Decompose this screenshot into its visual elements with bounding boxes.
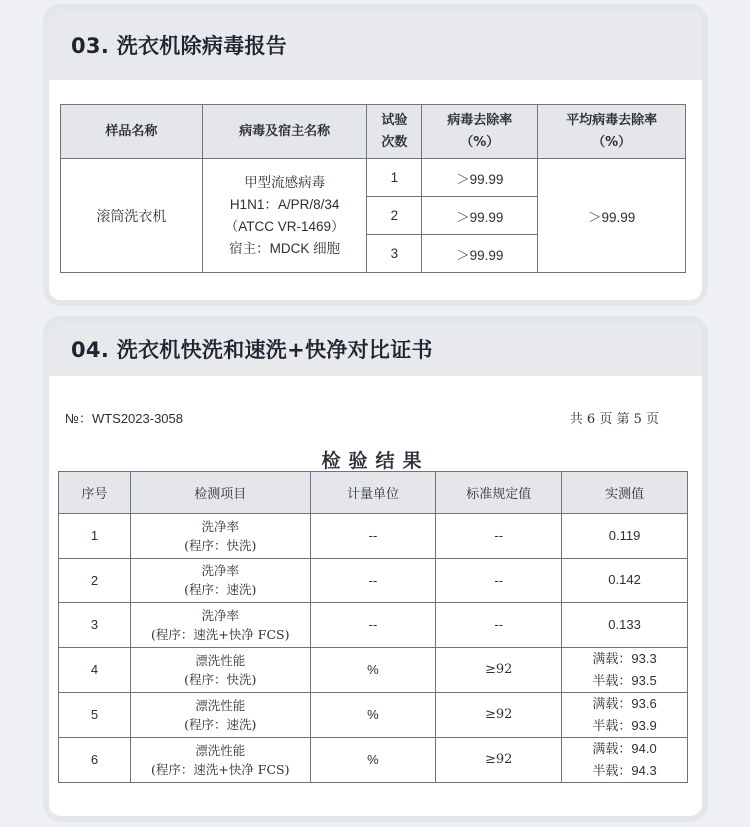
virus-removal-table <box>60 104 686 273</box>
trial-number: 1 <box>367 159 422 197</box>
document-number: №：WTS2023-3058 <box>65 411 183 426</box>
test-item: 洗净率 (程序：快洗) <box>130 514 310 559</box>
removal-rate: ＞99.99 <box>422 159 538 197</box>
col-header-unit: 计量单位 <box>310 472 436 514</box>
row-number: 1 <box>59 514 131 559</box>
test-item: 漂洗性能 (程序：速洗) <box>130 692 310 737</box>
section-title: 03. 洗衣机除病毒报告 <box>71 34 288 58</box>
col-header-avg-removal: 平均病毒去除率 （%） <box>538 105 686 159</box>
table-row <box>59 737 688 782</box>
trial-number: 3 <box>367 235 422 273</box>
standard-value: -- <box>436 603 562 648</box>
results-title: 检验结果 <box>321 450 430 472</box>
test-item: 洗净率 (程序：速洗) <box>130 558 310 603</box>
removal-rate: ＞99.99 <box>422 235 538 273</box>
col-header-trials: 试验 次数 <box>367 105 422 159</box>
standard-value: ≥92 <box>436 737 562 782</box>
table-row <box>61 159 686 197</box>
sample-name: 滚筒洗衣机 <box>61 159 203 273</box>
table-row <box>59 514 688 559</box>
col-header-sample: 样品名称 <box>61 105 203 159</box>
unit: % <box>310 737 436 782</box>
col-header-removal: 病毒去除率 （%） <box>422 105 538 159</box>
unit: -- <box>310 514 436 559</box>
table-header-row <box>61 105 686 159</box>
average-removal-rate: ＞99.99 <box>538 159 686 273</box>
row-number: 6 <box>59 737 131 782</box>
table-row <box>59 692 688 737</box>
col-header-measured: 实测值 <box>562 472 688 514</box>
section-title: 04. 洗衣机快洗和速洗+快净对比证书 <box>71 338 433 362</box>
section-header <box>49 10 702 80</box>
table-header-row <box>59 472 688 514</box>
row-number: 2 <box>59 558 131 603</box>
unit: % <box>310 647 436 692</box>
row-number: 3 <box>59 603 131 648</box>
wash-comparison-card <box>49 322 702 816</box>
unit: -- <box>310 558 436 603</box>
virus-report-card <box>49 10 702 300</box>
standard-value: ≥92 <box>436 692 562 737</box>
measured-value: 0.142 <box>562 558 688 603</box>
section-header <box>49 322 702 376</box>
measured-value: 0.119 <box>562 514 688 559</box>
row-number: 5 <box>59 692 131 737</box>
test-item: 漂洗性能 (程序：快洗) <box>130 647 310 692</box>
measured-value: 满载：93.6 半载：93.9 <box>562 692 688 737</box>
measured-value: 0.133 <box>562 603 688 648</box>
unit: % <box>310 692 436 737</box>
trial-number: 2 <box>367 197 422 235</box>
test-item: 洗净率 (程序：速洗+快净 FCS) <box>130 603 310 648</box>
standard-value: -- <box>436 558 562 603</box>
col-header-virus: 病毒及宿主名称 <box>202 105 367 159</box>
measured-value: 满载：94.0 半载：94.3 <box>562 737 688 782</box>
col-header-item: 检测项目 <box>130 472 310 514</box>
virus-host-name: 甲型流感病毒 H1N1：A/PR/8/34 （ATCC VR-1469） 宿主：MDCK 细胞 <box>202 159 367 273</box>
col-header-standard: 标准规定值 <box>436 472 562 514</box>
row-number: 4 <box>59 647 131 692</box>
test-results-table <box>58 471 688 783</box>
measured-value: 满载：93.3 半载：93.5 <box>562 647 688 692</box>
table-row <box>59 603 688 648</box>
test-item: 漂洗性能 (程序：速洗+快净 FCS) <box>130 737 310 782</box>
removal-rate: ＞99.99 <box>422 197 538 235</box>
table-row <box>59 558 688 603</box>
standard-value: -- <box>436 514 562 559</box>
standard-value: ≥92 <box>436 647 562 692</box>
page-indicator: 共 6 页 第 5 页 <box>569 412 659 427</box>
unit: -- <box>310 603 436 648</box>
table-row <box>59 647 688 692</box>
col-header-no: 序号 <box>59 472 131 514</box>
